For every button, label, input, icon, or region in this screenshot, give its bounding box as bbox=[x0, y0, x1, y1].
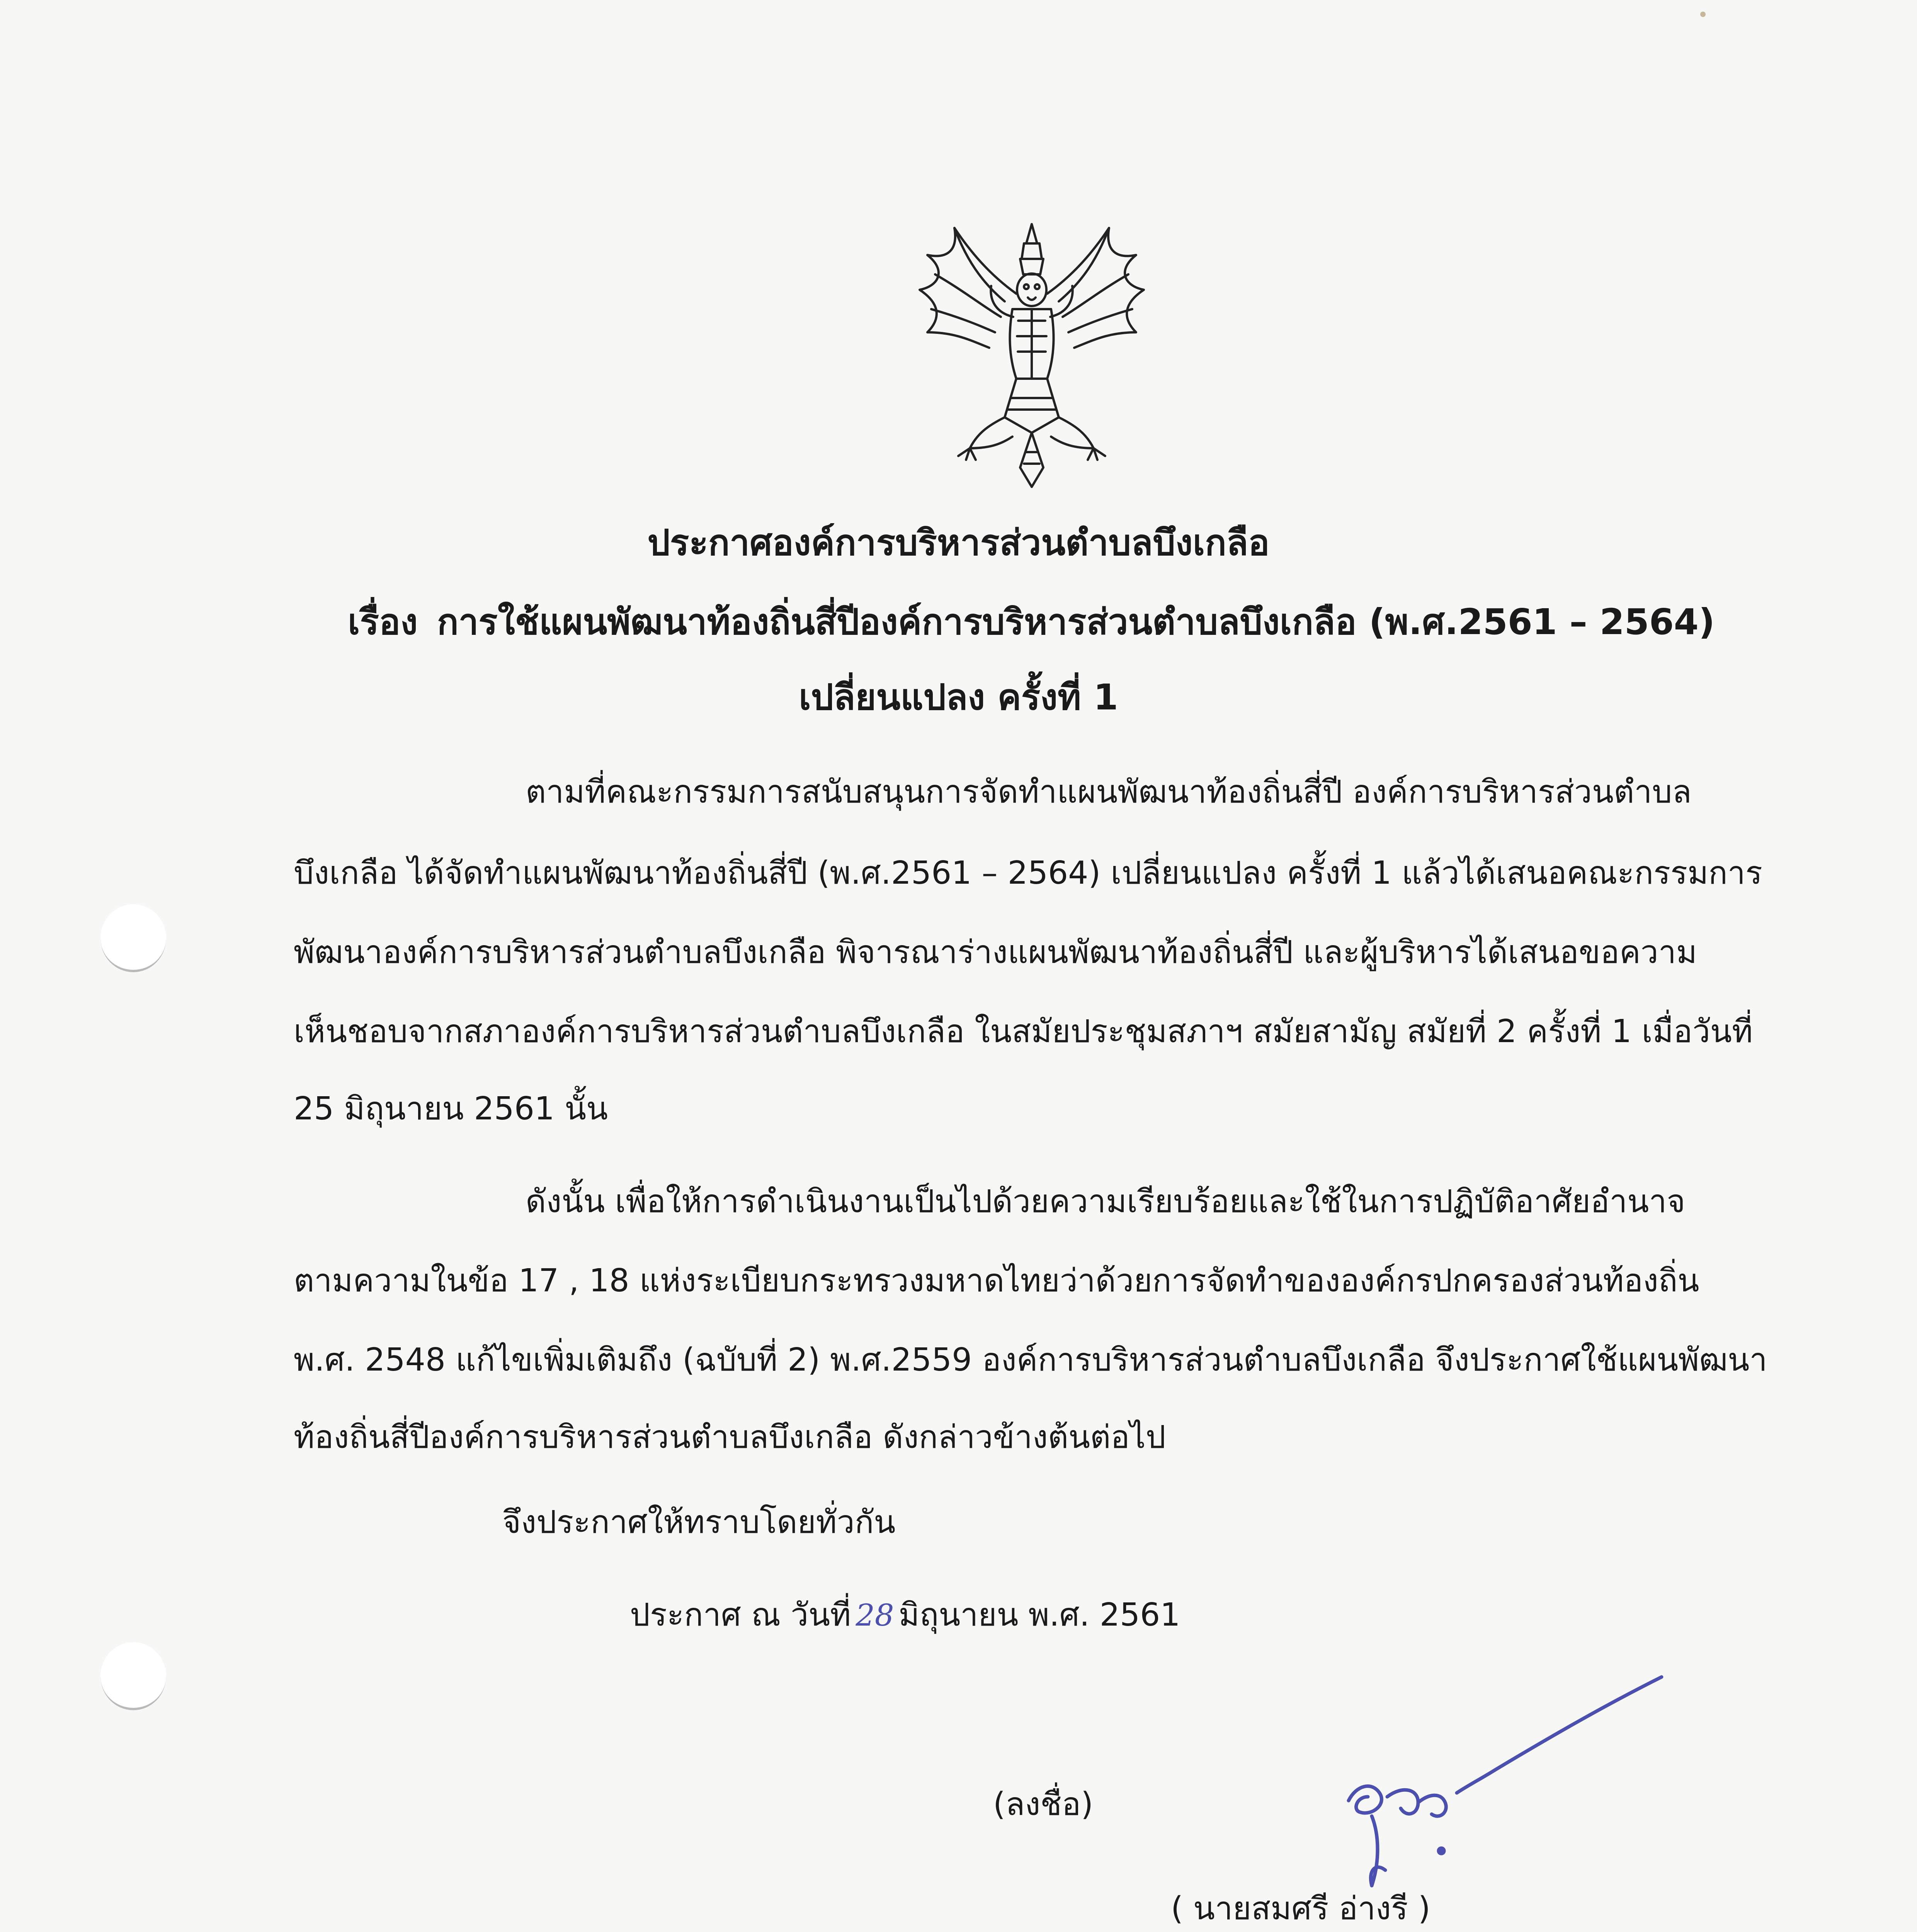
subject-label: เรื่อง bbox=[348, 601, 418, 643]
date-suffix: มิถุนายน พ.ศ. 2561 bbox=[898, 1597, 1180, 1633]
scan-speck bbox=[1700, 12, 1706, 17]
subject-text: การใช้แผนพัฒนาท้องถิ่นสี่ปีองค์การบริหารส่วนตำบลบึงเกลือ (พ.ศ.2561 – 2564) bbox=[437, 601, 1715, 643]
closing-statement: จึงประกาศให้ทราบโดยทั่วกัน bbox=[502, 1504, 896, 1541]
punch-hole bbox=[100, 1642, 166, 1710]
paragraph-1-line: เห็นชอบจากสภาองค์การบริหารส่วนตำบลบึงเกลือ ในสมัยประชุมสภาฯ สมัยสามัญ สมัยที่ 2 ครั้งที่ 1 เมื่อวันที่ bbox=[294, 1013, 1753, 1050]
paragraph-2-line: พ.ศ. 2548 แก้ไขเพิ่มเติมถึง (ฉบับที่ 2) พ.ศ.2559 องค์การบริหารส่วนตำบลบึงเกลือ จึงประกาศใช้แผนพัฒนา bbox=[294, 1342, 1767, 1378]
announcement-date bbox=[630, 1592, 1180, 1639]
sign-label: (ลงชื่อ) bbox=[993, 1786, 1094, 1823]
handwritten-day: 28 bbox=[856, 1598, 894, 1633]
announcement-revision: เปลี่ยนแปลง ครั้งที่ 1 bbox=[799, 677, 1118, 718]
paragraph-1-line: ตามที่คณะกรรมการสนับสนุนการจัดทำแผนพัฒนาท้องถิ่นสี่ปี องค์การบริหารส่วนตำบล bbox=[526, 774, 1692, 810]
signer-name: ( นายสมศรี อ่างรี ) bbox=[1171, 1890, 1431, 1927]
handwritten-signature-icon bbox=[1314, 1669, 1677, 1909]
announcement-title: ประกาศองค์การบริหารส่วนตำบลบึงเกลือ bbox=[647, 522, 1270, 563]
paragraph-1-line: บึงเกลือ ได้จัดทำแผนพัฒนาท้องถิ่นสี่ปี (พ.ศ.2561 – 2564) เปลี่ยนแปลง ครั้งที่ 1 แล้วได้เสนอคณะกรรมการ bbox=[294, 855, 1762, 891]
paragraph-2-line: ตามความในข้อ 17 , 18 แห่งระเบียบกระทรวงมหาดไทยว่าด้วยการจัดทำขององค์กรปกครองส่วนท้องถิ่น bbox=[294, 1262, 1699, 1299]
garuda-emblem-icon bbox=[912, 216, 1152, 495]
paragraph-1-line: พัฒนาองค์การบริหารส่วนตำบลบึงเกลือ พิจารณาร่างแผนพัฒนาท้องถิ่นสี่ปี และผู้บริหารได้เสนอขอความ bbox=[294, 934, 1697, 971]
paragraph-2-line: ดังนั้น เพื่อให้การดำเนินงานเป็นไปด้วยความเรียบร้อยและใช้ในการปฏิบัติอาศัยอำนาจ bbox=[526, 1183, 1686, 1220]
announcement-subject bbox=[348, 597, 1715, 647]
paragraph-2-line: ท้องถิ่นสี่ปีองค์การบริหารส่วนตำบลบึงเกลือ ดังกล่าวข้างต้นต่อไป bbox=[294, 1419, 1166, 1456]
date-prefix: ประกาศ ณ วันที่ bbox=[630, 1597, 851, 1633]
punch-hole bbox=[100, 904, 166, 972]
paragraph-1-line: 25 มิถุนายน 2561 นั้น bbox=[294, 1090, 608, 1127]
